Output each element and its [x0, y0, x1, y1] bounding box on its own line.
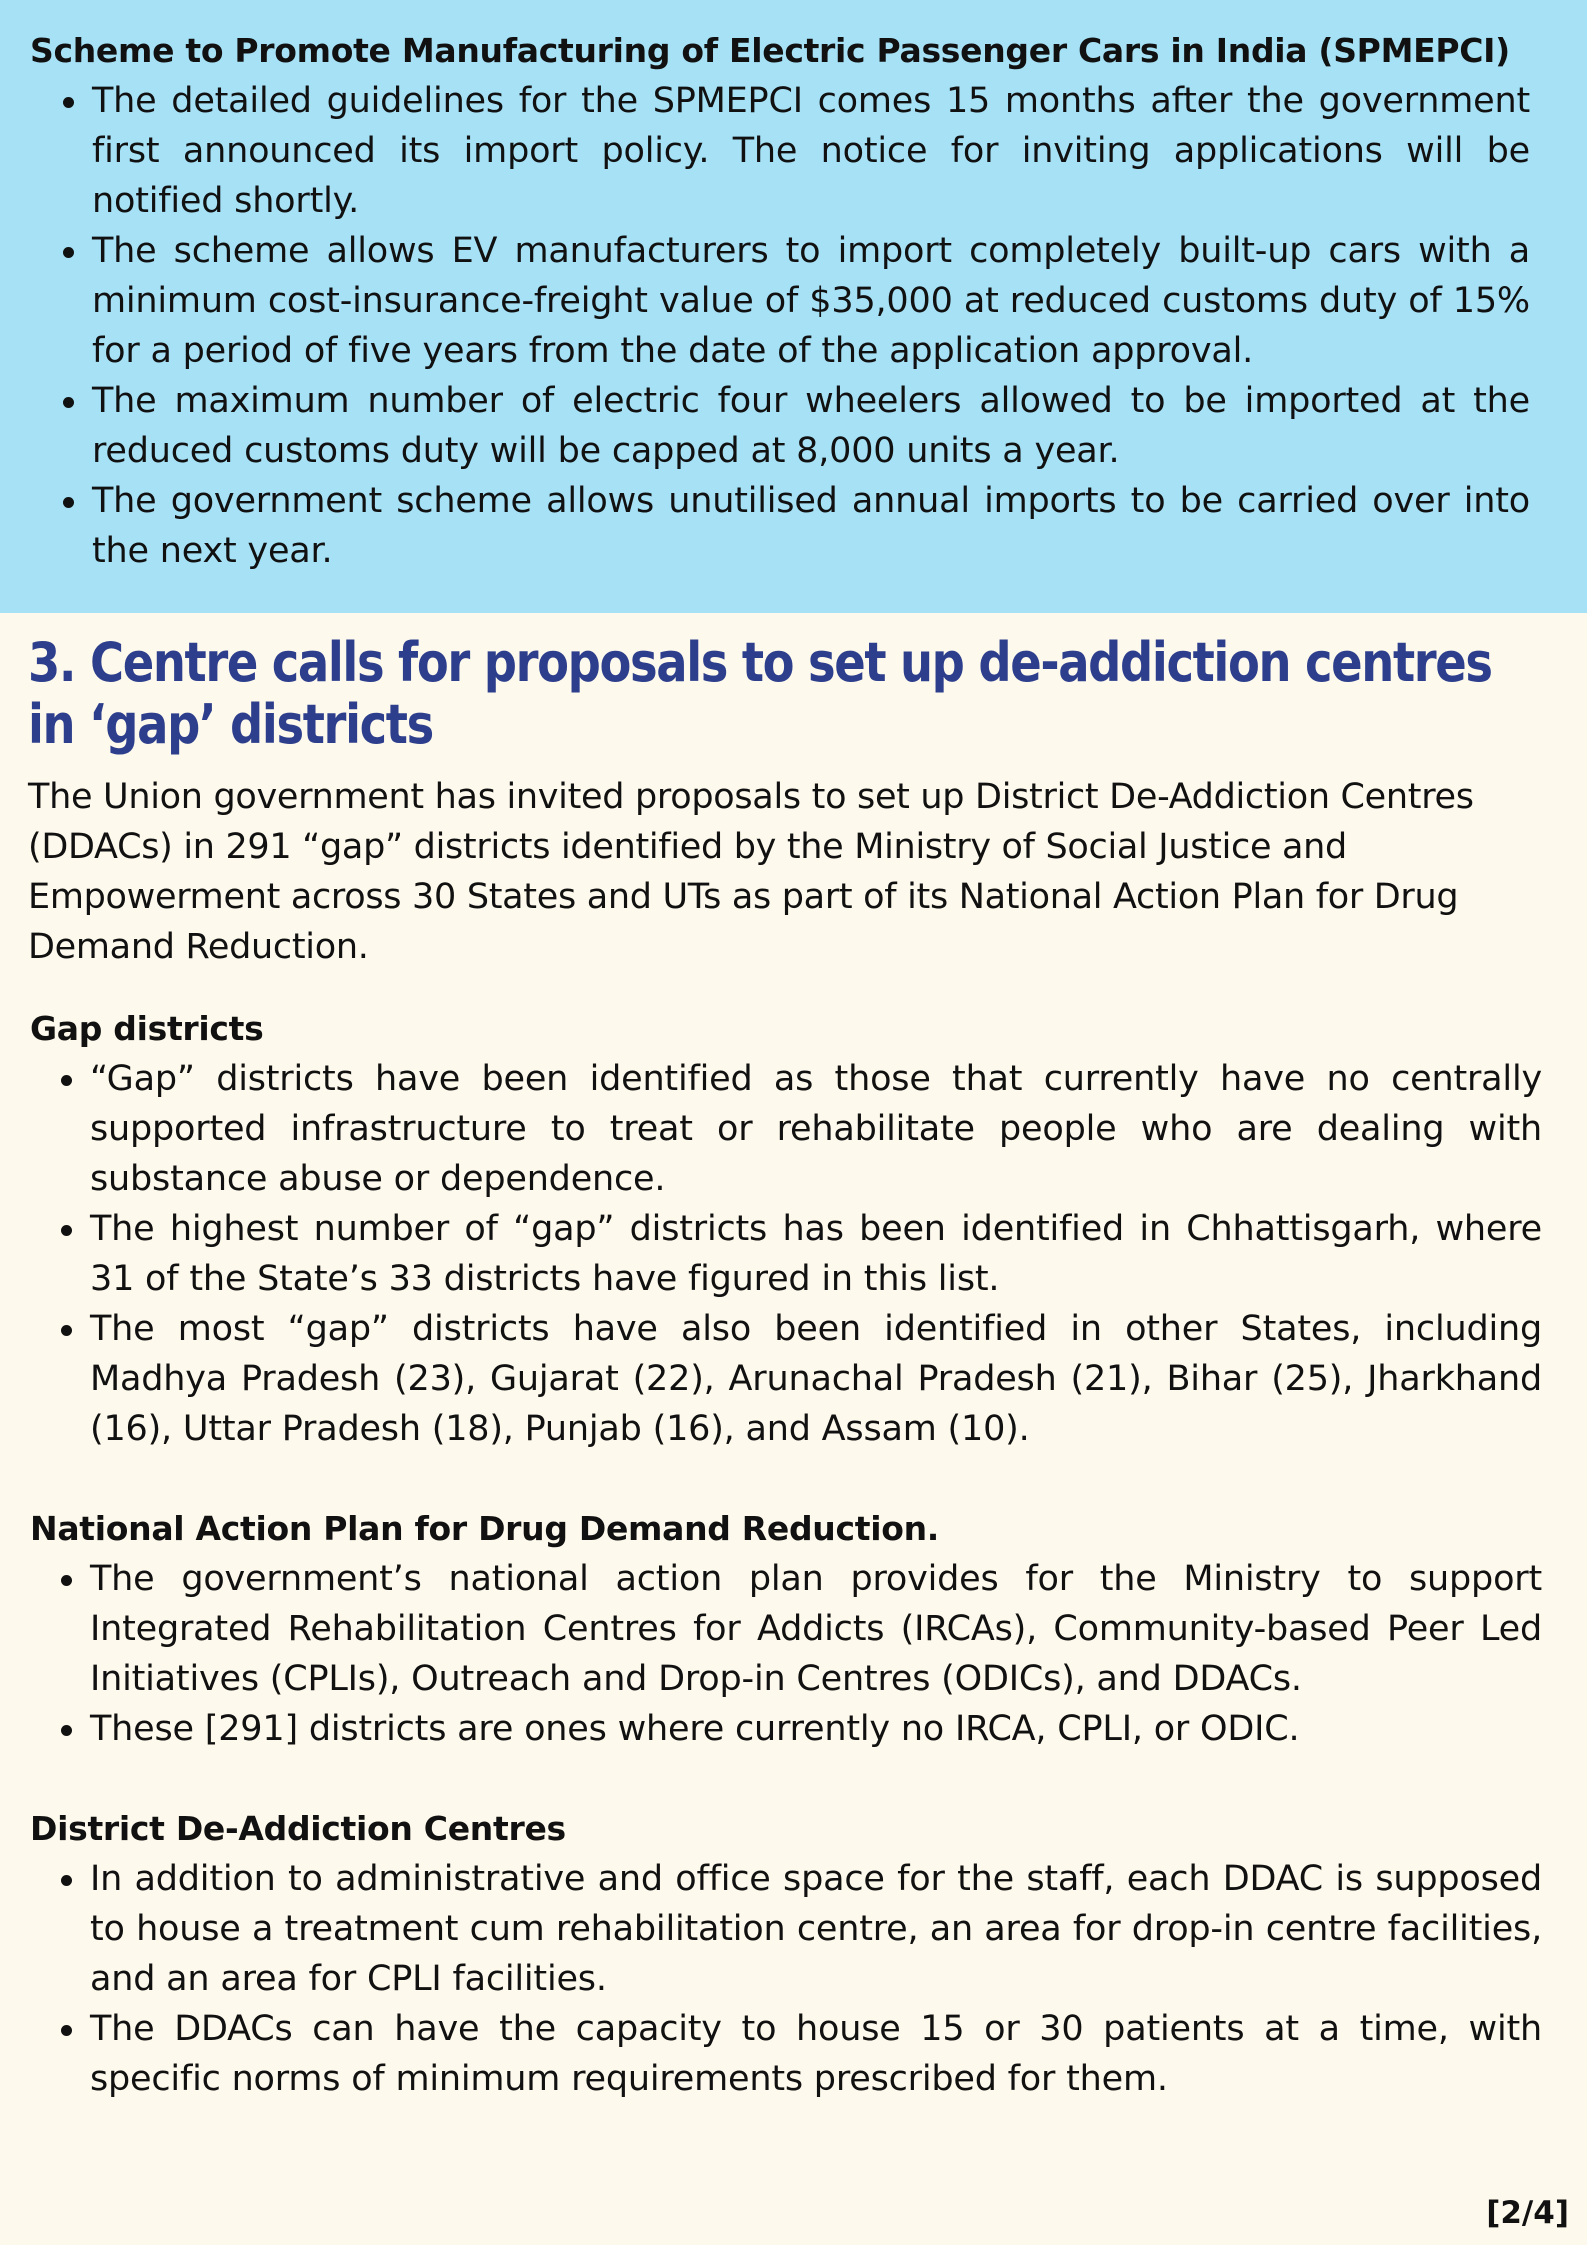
ddac-bullet-list: [28, 1854, 1542, 2104]
list-item: The maximum number of electric four wheelers allowed to be imported at the reduced customs duty will be capped at 8,000 units a year.: [92, 376, 1530, 476]
article-title: 3. Centre calls for proposals to set up de-addiction centres in ‘gap’ districts: [28, 631, 1492, 756]
article-section: [28, 631, 1542, 2104]
list-item: The DDACs can have the capacity to house 15 or 30 patients at a time, with specific norms of minimum requirements prescribed for them.: [90, 2004, 1542, 2104]
gap-districts-bullet-list: [28, 1054, 1542, 1454]
action-plan-section: [28, 1504, 1542, 1754]
article-intro: The Union government has invited proposals to set up District De-Addiction Centres (DDACs) in 291 “gap” districts identified by the Ministry of Social Justice and Empowerment across 30 States and UTs as part of its National Action Plan for Drug Demand Reduction.: [28, 777, 1474, 967]
list-item: The most “gap” districts have also been identified in other States, including Madhya Pradesh (23), Gujarat (22), Arunachal Pradesh (21), Bihar (25), Jharkhand (16), Uttar Pradesh (18), Punjab (16), and Assam (10).: [90, 1304, 1542, 1454]
action-plan-heading: National Action Plan for Drug Demand Reduction.: [30, 1509, 940, 1548]
list-item: The government’s national action plan provides for the Ministry to support Integrated Rehabilitation Centres for Addicts (IRCAs), Community-based Peer Led Initiatives (CPLIs), Outreach and Drop-in Centres (ODICs), and DDACs.: [90, 1554, 1542, 1704]
list-item: The government scheme allows unutilised annual imports to be carried over into the next year.: [92, 476, 1530, 576]
list-item: “Gap” districts have been identified as those that currently have no centrally supported infrastructure to treat or rehabilitate people who are dealing with substance abuse or dependence.: [90, 1054, 1542, 1204]
gap-districts-section: [28, 1004, 1542, 1454]
spmepci-content: [30, 26, 1530, 576]
spmepci-box: [0, 0, 1587, 613]
spmepci-bullet-list: [30, 76, 1530, 576]
list-item: These [291] districts are ones where currently no IRCA, CPLI, or ODIC.: [90, 1704, 1542, 1754]
list-item: The highest number of “gap” districts has been identified in Chhattisgarh, where 31 of the State’s 33 districts have figured in this list.: [90, 1204, 1542, 1304]
list-item: The detailed guidelines for the SPMEPCI comes 15 months after the government first announced its import policy. The notice for inviting applications will be notified shortly.: [92, 76, 1530, 226]
page-number: [2/4]: [1486, 2195, 1569, 2231]
list-item: In addition to administrative and office space for the staff, each DDAC is supposed to house a treatment cum rehabilitation centre, an area for drop-in centre facilities, and an area for CPLI facilities.: [90, 1854, 1542, 2004]
gap-districts-heading: Gap districts: [30, 1009, 264, 1048]
spmepci-heading: Scheme to Promote Manufacturing of Electric Passenger Cars in India (SPMEPCI): [30, 31, 1510, 70]
ddac-heading: District De-Addiction Centres: [30, 1809, 566, 1848]
action-plan-bullet-list: [28, 1554, 1542, 1754]
ddac-section: [28, 1804, 1542, 2104]
list-item: The scheme allows EV manufacturers to import completely built-up cars with a minimum cost-insurance-freight value of $35,000 at reduced customs duty of 15% for a period of five years from the date of the application approval.: [92, 226, 1530, 376]
